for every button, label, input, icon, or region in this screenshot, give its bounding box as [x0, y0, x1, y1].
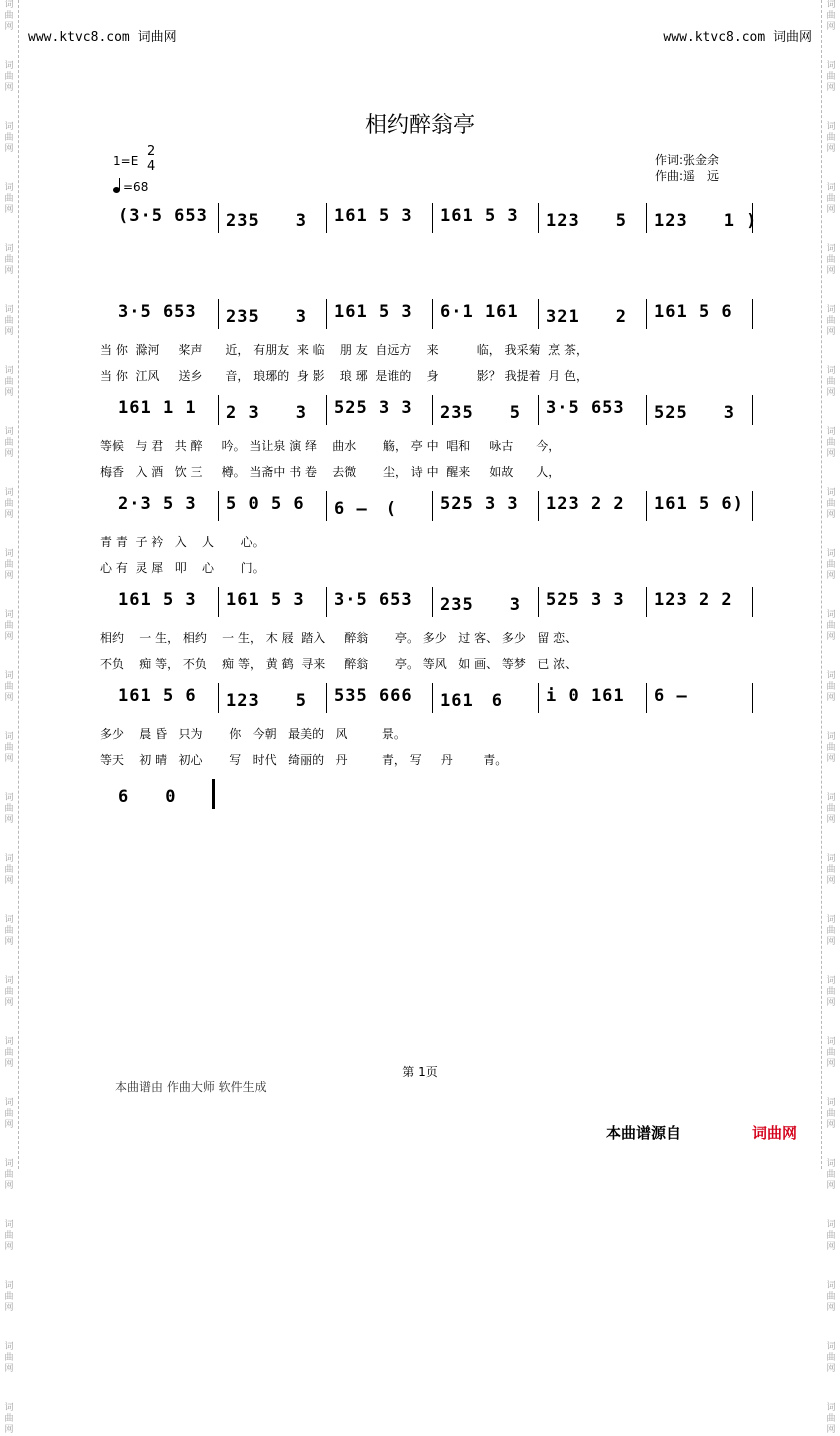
- watermark-text: 词 曲 网: [4, 1342, 14, 1374]
- header-site-left[interactable]: www.ktvc8.com 词曲网: [28, 30, 177, 45]
- measure-notes: 525 3 3: [440, 494, 519, 514]
- watermark-text: 词 曲 网: [4, 122, 14, 154]
- measure-notes: 5 0 5 6: [226, 494, 305, 514]
- bar-line: [538, 587, 539, 617]
- watermark-text: 词 曲 网: [4, 1220, 14, 1252]
- watermark-text: 词 曲 网: [4, 183, 14, 215]
- bar-line: [326, 491, 327, 521]
- watermark-text: 词 曲 网: [4, 610, 14, 642]
- measure-notes: 161 5 3: [334, 302, 413, 322]
- lyric-line: 等候 与 君 共 醉 吟。 当让泉 演 绎 曲水 觞， 亭 中 唱和 咏古 今，: [100, 439, 561, 453]
- watermark-text: 词 曲 网: [4, 1281, 14, 1313]
- measure-notes: 123 1 ): [654, 211, 758, 231]
- measure-notes: 235 5: [440, 403, 521, 423]
- watermark-text: 词 曲 网: [4, 549, 14, 581]
- lyric-line: 等天 初 晴 初心 写 时代 绮丽的 丹 青， 写 丹 青。: [100, 753, 508, 767]
- bar-line: [646, 299, 647, 329]
- bar-line: [538, 395, 539, 425]
- measure-notes: 2·3 5 3: [118, 494, 197, 514]
- bar-line-end: [752, 491, 753, 521]
- bar-line: [326, 203, 327, 233]
- score-row: [100, 294, 760, 334]
- measure-notes: 123 5: [546, 211, 627, 231]
- measure-notes: 161 5 3: [226, 590, 305, 610]
- watermark-text: 词 曲 网: [826, 1342, 836, 1374]
- lyric-line: 多少 晨 昏 只为 你 今朝 最美的 风 景。: [100, 727, 406, 741]
- watermark-text: 词 曲 网: [4, 1098, 14, 1130]
- header-site-right[interactable]: www.ktvc8.com 词曲网: [663, 30, 812, 45]
- bar-line: [432, 395, 433, 425]
- watermark-text: 词 曲 网: [826, 1037, 836, 1069]
- watermark-text: 词 曲 网: [826, 915, 836, 947]
- watermark-text: 词 曲 网: [826, 244, 836, 276]
- watermark-text: 词 曲 网: [4, 976, 14, 1008]
- tempo-value: =68: [123, 180, 149, 194]
- measure-notes: 161 6: [440, 691, 503, 711]
- bar-line-end: [752, 587, 753, 617]
- score-row: [100, 198, 760, 238]
- watermark-text: 词 曲 网: [4, 0, 14, 32]
- left-watermark-strip: [0, 0, 19, 1435]
- measure-notes: 3·5 653: [334, 590, 413, 610]
- bar-line: [218, 683, 219, 713]
- bar-line: [538, 491, 539, 521]
- watermark-text: 词 曲 网: [4, 671, 14, 703]
- watermark-text: 词 曲 网: [4, 854, 14, 886]
- bar-line-end: [752, 683, 753, 713]
- measure-notes: 161 5 6: [654, 302, 733, 322]
- bar-line: [326, 299, 327, 329]
- lyric-line: 相约 一 生， 相约 一 生， 木 屐 踏入 醉翁 亭。 多少 过 客、 多少 留 恋、: [100, 631, 578, 645]
- bar-line: [646, 587, 647, 617]
- watermark-text: 词 曲 网: [826, 732, 836, 764]
- bar-line: [538, 683, 539, 713]
- bar-line: [218, 203, 219, 233]
- watermark-text: 词 曲 网: [826, 1281, 836, 1313]
- watermark-text: 词 曲 网: [4, 915, 14, 947]
- watermark-text: 词 曲 网: [826, 305, 836, 337]
- score-row: [100, 390, 760, 430]
- bar-line: [646, 683, 647, 713]
- watermark-text: 词 曲 网: [826, 549, 836, 581]
- watermark-text: 词 曲 网: [826, 1098, 836, 1130]
- measure-notes: 6 0: [118, 787, 177, 807]
- watermark-text: 词 曲 网: [826, 610, 836, 642]
- watermark-text: 词 曲 网: [826, 854, 836, 886]
- measure-notes: 3·5 653: [118, 302, 197, 322]
- bar-line: [432, 683, 433, 713]
- lyric-line: 心 有 灵 犀 叩 心 门。: [100, 561, 265, 575]
- bar-line: [646, 491, 647, 521]
- watermark-text: 词 曲 网: [826, 793, 836, 825]
- measure-notes: 525 3 3: [546, 590, 625, 610]
- measure-notes: 161 5 3: [440, 206, 519, 226]
- watermark-text: 词 曲 网: [4, 427, 14, 459]
- watermark-text: 词 曲 网: [826, 427, 836, 459]
- watermark-text: 词 曲 网: [4, 366, 14, 398]
- bar-line: [218, 587, 219, 617]
- score-row: [100, 678, 760, 718]
- lyric-line: 梅香 入 酒 饮 三 樽。 当斋中 书 卷 去微 尘， 诗 中 醒来 如故 人，: [100, 465, 561, 479]
- measure-notes: 6 –: [654, 686, 688, 706]
- measure-notes: 161 5 6): [654, 494, 744, 514]
- bar-line-end: [752, 299, 753, 329]
- watermark-text: 词 曲 网: [826, 671, 836, 703]
- measure-notes: 123 2 2: [546, 494, 625, 514]
- watermark-text: 词 曲 网: [826, 1159, 836, 1191]
- bar-line: [538, 299, 539, 329]
- lyric-line: 当 你 江风 送乡 音， 琅琊的 身 影 琅 琊 是谁的 身 影？ 我提着 月 色，: [100, 369, 589, 383]
- measure-notes: 3·5 653: [546, 398, 625, 418]
- key-signature: 1=E: [113, 154, 139, 168]
- watermark-text: 词 曲 网: [4, 1159, 14, 1191]
- watermark-text: 词 曲 网: [826, 1403, 836, 1435]
- measure-notes: 321 2: [546, 307, 627, 327]
- right-watermark-strip: [821, 0, 840, 1435]
- bar-line: [432, 491, 433, 521]
- watermark-text: 词 曲 网: [4, 305, 14, 337]
- composer: 作曲:遥 远: [655, 169, 720, 183]
- measure-notes: 6·1 161: [440, 302, 519, 322]
- measure-notes: 123 5: [226, 691, 307, 711]
- watermark-text: 词 曲 网: [4, 1403, 14, 1435]
- measure-notes: 161 5 6: [118, 686, 197, 706]
- bar-line-end: [212, 779, 215, 809]
- watermark-text: 词 曲 网: [4, 1037, 14, 1069]
- measure-notes: 2 3 3: [226, 403, 307, 423]
- watermark-text: 词 曲 网: [826, 366, 836, 398]
- bar-line: [538, 203, 539, 233]
- measure-notes: 161 1 1: [118, 398, 197, 418]
- bar-line: [646, 203, 647, 233]
- bar-line: [218, 299, 219, 329]
- credits: [655, 152, 719, 184]
- watermark-text: 词 曲 网: [826, 1220, 836, 1252]
- lyric-line: 青 青 子 衿 入 人 心。: [100, 535, 265, 549]
- bar-line: [432, 203, 433, 233]
- page-number: 第 1页: [402, 1065, 438, 1079]
- bar-line-end: [752, 203, 753, 233]
- source-label: 本曲谱源自: [606, 1124, 682, 1142]
- bar-line: [326, 683, 327, 713]
- lyric-line: 当 你 滁河 桨声 近， 有朋友 来 临 朋 友 自远方 来 临， 我采菊 烹 茶，: [100, 343, 589, 357]
- measure-notes: (3·5 653: [118, 206, 208, 226]
- score-row: [100, 582, 760, 622]
- song-title: 相约醉翁亭: [364, 113, 475, 138]
- generator-note: 本曲谱由 作曲大师 软件生成: [115, 1080, 267, 1094]
- bar-line: [218, 395, 219, 425]
- watermark-text: 词 曲 网: [4, 793, 14, 825]
- watermark-text: 词 曲 网: [826, 976, 836, 1008]
- bar-line: [646, 395, 647, 425]
- watermark-text: 词 曲 网: [826, 122, 836, 154]
- watermark-text: 词 曲 网: [826, 61, 836, 93]
- time-sig-top: 2: [147, 144, 156, 159]
- measure-notes: 161 5 3: [334, 206, 413, 226]
- time-sig-bottom: 4: [147, 159, 156, 174]
- score-row: [100, 774, 760, 814]
- source-site-link[interactable]: 词曲网: [752, 1124, 798, 1142]
- watermark-text: 词 曲 网: [4, 732, 14, 764]
- measure-notes: 6 – (: [334, 499, 397, 519]
- lyric-line: 不负 痴 等， 不负 痴 等， 黄 鹤 寻来 醉翁 亭。 等风 如 画、 等梦 已 浓、: [100, 657, 578, 671]
- watermark-text: 词 曲 网: [826, 183, 836, 215]
- measure-notes: 235 3: [226, 307, 307, 327]
- quarter-note-icon: [113, 187, 120, 193]
- bar-line: [432, 299, 433, 329]
- bar-line: [326, 587, 327, 617]
- measure-notes: 525 3 3: [334, 398, 413, 418]
- measure-notes: 525 3: [654, 403, 735, 423]
- time-signature: [147, 144, 155, 174]
- watermark-text: 词 曲 网: [826, 488, 836, 520]
- watermark-text: 词 曲 网: [4, 488, 14, 520]
- bar-line: [218, 491, 219, 521]
- measure-notes: 535 666: [334, 686, 413, 706]
- lyricist: 作词:张金余: [655, 153, 720, 167]
- watermark-text: 词 曲 网: [4, 61, 14, 93]
- score-row: [100, 486, 760, 526]
- measure-notes: 123 2 2: [654, 590, 733, 610]
- bar-line: [326, 395, 327, 425]
- bar-line: [432, 587, 433, 617]
- tempo-mark: [113, 180, 148, 194]
- watermark-text: 词 曲 网: [826, 0, 836, 32]
- measure-notes: 235 3: [226, 211, 307, 231]
- measure-notes: 235 3: [440, 595, 521, 615]
- measure-notes: i 0 161: [546, 686, 625, 706]
- measure-notes: 161 5 3: [118, 590, 197, 610]
- watermark-text: 词 曲 网: [4, 244, 14, 276]
- bar-line-end: [752, 395, 753, 425]
